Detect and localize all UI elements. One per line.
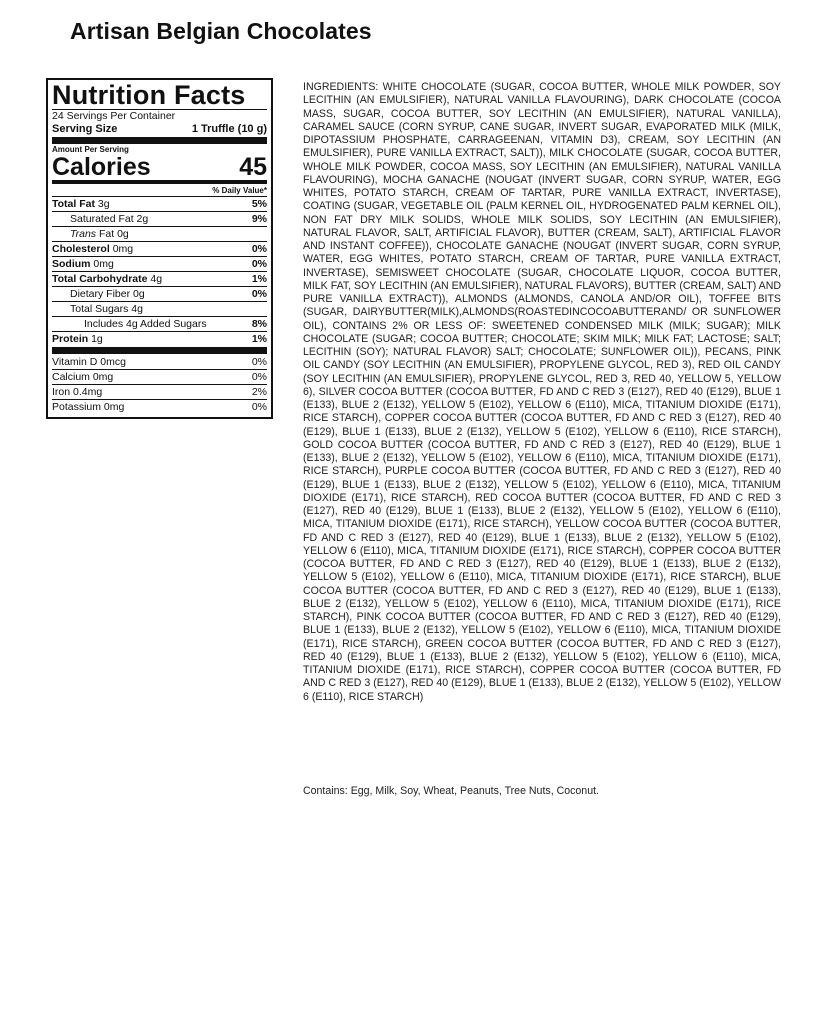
calories-row — [52, 155, 267, 179]
nutrient-row-total-carbohydrate — [52, 271, 267, 286]
nutrient-label: Protein — [52, 333, 89, 345]
nutrient-label: Total Carbohydrate — [52, 273, 148, 285]
nutrient-row-iron — [52, 384, 267, 399]
calories-label: Calories — [52, 153, 151, 181]
nutrient-label: Vitamin D 0mcg — [52, 356, 126, 368]
divider-thick — [52, 137, 267, 144]
nutrient-dv: 1% — [251, 273, 267, 285]
calories-value: 45 — [239, 153, 267, 181]
nutrient-label: Sodium — [52, 258, 91, 270]
nutrient-amount: 0mg — [93, 258, 114, 270]
nutrient-dv: 0% — [251, 243, 267, 255]
nutrient-row-dietary-fiber — [52, 286, 267, 301]
nutrient-row-added-sugars — [52, 316, 267, 331]
nutrient-label: Total Sugars 4g — [70, 303, 143, 315]
nutrient-dv: 0% — [251, 371, 267, 383]
nutrient-label: Potassium 0mg — [52, 401, 125, 413]
nutrient-label: Includes 4g Added Sugars — [84, 318, 207, 330]
nutrient-amount: 3g — [97, 198, 110, 210]
nutrient-dv: 0% — [251, 258, 267, 270]
nutrient-dv: 8% — [251, 318, 267, 330]
nutrition-facts-label — [46, 78, 273, 419]
serving-size-row — [52, 123, 267, 136]
nutrition-facts-heading: Nutrition Facts — [52, 80, 246, 110]
nutrient-dv: 0% — [251, 356, 267, 368]
nutrient-row-saturated-fat — [52, 211, 267, 226]
serving-size-value: 1 Truffle (10 g) — [191, 123, 267, 135]
nutrient-dv: 5% — [251, 198, 267, 210]
allergen-statement: Contains: Egg, Milk, Soy, Wheat, Peanuts, Tree Nuts, Coconut. — [303, 785, 599, 797]
servings-per-container: 24 Servings Per Container — [52, 110, 176, 122]
nutrient-row-sodium — [52, 256, 267, 271]
nutrient-row-cholesterol — [52, 241, 267, 256]
nutrient-label: Total Fat — [52, 198, 95, 210]
nutrient-dv: 0% — [251, 288, 267, 300]
nutrient-label: Cholesterol — [52, 243, 110, 255]
nutrient-dv: 1% — [251, 333, 267, 345]
ingredients-text: INGREDIENTS: WHITE CHOCOLATE (SUGAR, COCOA BUTTER, WHOLE MILK POWDER, SOY LECITHIN (AN EMULSIFIER), NATURAL VANILLA FLAVOURING), DARK CHOCOLATE (COCOA MASS, SUGAR, COCOA BUTTER, SOY LECITHIN (AN EMULSIFIER), NATURAL VANILLA), CARAMEL SAUCE (CORN SYRUP, CANE SUGAR, INVERT SUGAR, EVAPORATED MILK (MILK, DIPOTASSIUM PHOSPHATE, CARRAGEENAN, VITAMIN D3), CREAM, SOY LECITHIN (AN EMULSIFIER), PURE VANILLA EXTRACT, SALT)), MILK CHOCOLATE (SUGAR, COCOA BUTTER, WHOLE MILK POWDER, COCOA MASS, SOY LECITHIN (AN EMULSIFIER), NATURAL VANILLA FLAVOURING), MOCHA GANACHE (NOUGAT (INVERT SUGAR, CORN SYRUP, WATER, EGG WHITES, POTATO STARCH, CREAM OF TARTAR, PURE VANILLA EXTRACT, INVERTASE), COATING (SUGAR, VEGETABLE OIL (PALM KERNEL OIL, HYDROGENATED PALM KERNEL OIL), NON FAT DRY MILK SOLIDS, WHOLE MILK SOLIDS, SOY LECITHIN (AN EMULSIFIER), NATURAL FLAVOR, SALT, ARTIFICIAL FLAVOR), BUTTER (CREAM, SALT), ARTIFICIAL FLAVOR AND INSTANT COFFEE)), CHOCOLATE GANACHE (NOUGAT (INVERT SUGAR, CORN SYRUP, WATER, EGG WHITES, POTATO STARCH, CREAM OF TARTAR, PURE VANILLA EXTRACT, INVERTASE), SEMISWEET CHOCOLATE (SUGAR, CHOCOLATE LIQUOR, COCOA BUTTER, MILK FAT, SOY LECITHIN (AN EMULSIFIER), NATURAL FLAVORS), BUTTER (CREAM, SALT) AND PURE VANILLA EXTRACT)), ALMONDS (ALMONDS, CANOLA AND/OR OIL), TOFFEE BITS (SUGAR, DAIRYBUTTER(MILK),ALMONDS(ROASTEDINCOCOABUTTERAND/ OR SUNFLOWER OIL), CONTAINS 2% OR LESS OF: SWEETENED CONDENSED MILK (MILK; SUGAR); MILK CHOCOLATE (SUGAR; COCOA BUTTER; CHOCOLATE; SKIM MILK; MILK FAT; LACTOSE; SALT; LECITHIN (SOY); NATURAL FLAVOR) SALT; CHOCOLATE; SUNFLOWER OIL)), PECANS, PINK OIL CANDY (SOY LECITHIN (AN EMULSIFIER), PROPYLENE GLYCOL, RED 3), RED OIL CANDY (SOY LECITHIN (AN EMULSIFIER), PROPYLENE GLYCOL, RED 3, RED 40, YELLOW 5, YELLOW 6), SILVER COCOA BUTTER (COCOA BUTTER, FD AND C RED 3 (E127), RED 40 (E129), BLUE 1 (E133), BLUE 2 (E132), YELLOW 5 (E102), YELLOW 6 (E110), MICA, TITANIUM DIOXIDE (E171), RICE STARCH), COPPER COCOA BUTTER (COCOA BUTTER, FD AND C RED 3 (E127), RED 40 (E129), BLUE 1 (E133), BLUE 2 (E132), YELLOW 5 (E102), YELLOW 6 (E110), RICE STARCH), GOLD COCOA BUTTER (COCOA BUTTER, FD AND C RED 3 (E127), RED 40 (E129), BLUE 1 (E133), BLUE 2 (E132), YELLOW 5 (E102), YELLOW 6 (E110), MICA, TITANIUM DIOXIDE (E171), RICE STARCH), PURPLE COCOA BUTTER (COCOA BUTTER, FD AND C RED 3 (E127), RED 40 (E129), BLUE 1 (E133), BLUE 2 (E132), YELLOW 5 (E102), YELLOW 6 (E110), MICA, TITANIUM DIOXIDE (E171), RICE STARCH), RED COCOA BUTTER (COCOA BUTTER, FD AND C RED 3 (E127), RED 40 (E129), BLUE 1 (E133), BLUE 2 (E132), YELLOW 5 (E102), YELLOW 6 (E110), MICA, TITANIUM DIOXIDE (E171), RICE STARCH), YELLOW COCOA BUTTER (COCOA BUTTER, FD AND C RED 3 (E127), RED 40 (E129), BLUE 1 (E133), BLUE 2 (E132), YELLOW 5 (E102), YELLOW 6 (E110), MICA, TITANIUM DIOXIDE (E171), RICE STARCH), COPPER COCOA BUTTER (COCOA BUTTER, FD AND C RED 3 (E127), RED 40 (E129), BLUE 1 (E133), BLUE 2 (E132), YELLOW 5 (E102), YELLOW 6 (E110), MICA, TITANIUM DIOXIDE (E171), RICE STARCH), BLUE COCOA BUTTER (COCOA BUTTER, FD AND C RED 3 (E127), RED 40 (E129), BLUE 1 (E133), BLUE 2 (E132), YELLOW 5 (E102), YELLOW 6 (E110), MICA, TITANIUM DIOXIDE (E171), RICE STARCH), PINK COCOA BUTTER (COCOA BUTTER, FD AND C RED 3 (E127), RED 40 (E129), BLUE 1 (E133), BLUE 2 (E132), YELLOW 5 (E102), YELLOW 6 (E110), MICA, TITANIUM DIOXIDE (E171), RICE STARCH), GREEN COCOA BUTTER (COCOA BUTTER, FD AND C RED 3 (E127), RED 40 (E129), BLUE 1 (E133), BLUE 2 (E132), YELLOW 5 (E102), YELLOW 6 (E110), MICA, TITANIUM DIOXIDE (E171), RICE STARCH), COPPER COCOA BUTTER (COCOA BUTTER, FD AND C RED 3 (E127), RED 40 (E129), BLUE 1 (E133), BLUE 2 (E132), YELLOW 5 (E102), YELLOW 6 (E110), RICE STARCH) — [303, 81, 781, 703]
nutrient-label: Saturated Fat — [70, 213, 134, 225]
nutrient-amount: Fat 0g — [98, 228, 129, 240]
page-title: Artisan Belgian Chocolates — [70, 18, 372, 44]
nutrient-label: Iron 0.4mg — [52, 386, 103, 398]
nutrient-row-total-sugars — [52, 301, 267, 316]
nutrient-row-total-fat — [52, 196, 267, 211]
nutrient-label: Calcium 0mg — [52, 371, 114, 383]
nutrient-amount: 1g — [91, 333, 103, 345]
nutrient-row-calcium — [52, 369, 267, 384]
nutrient-amount: 2g — [136, 213, 149, 225]
daily-value-header: % Daily Value* — [212, 186, 267, 195]
serving-size-label: Serving Size — [52, 123, 118, 135]
nutrient-row-protein — [52, 331, 267, 346]
nutrient-row-potassium — [52, 399, 267, 414]
nutrient-dv: 0% — [251, 401, 267, 413]
nutrient-row-vitamin-d — [52, 355, 267, 369]
nutrient-row-trans-fat — [52, 226, 267, 241]
nutrient-amount: 4g — [150, 273, 163, 285]
nutrient-dv: 9% — [251, 213, 267, 225]
nutrient-label: Trans — [70, 228, 97, 240]
nutrient-dv: 2% — [251, 386, 267, 398]
nutrient-label: Dietary Fiber 0g — [70, 288, 145, 300]
nutrient-amount: 0mg — [112, 243, 134, 255]
divider-thick — [52, 347, 267, 354]
amount-per-serving: Amount Per Serving — [52, 145, 129, 154]
